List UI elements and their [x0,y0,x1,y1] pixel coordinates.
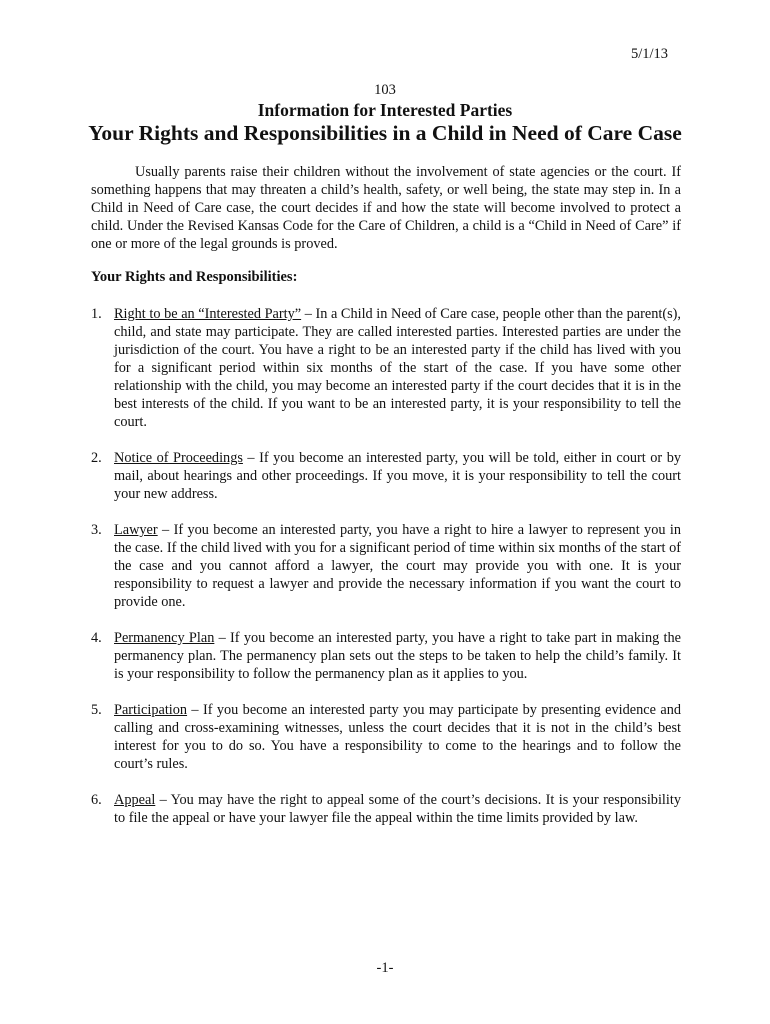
right-description: – If you become an interested party you may participate by presenting evidence and calling and cross-examining witnesses, unless the court decides that it is not in the child’s best interest for you to do so. You have a responsibility to come to the hearings and to follow the court’s rules. [114,702,681,772]
rights-list [91,305,681,845]
right-description: – In a Child in Need of Care case, people other than the parent(s), child, and state may participate. They are called interested parties. Interested parties are under the jurisdiction of the court. You have a right to be an interested party if the child has lived with you for a significant period within six months of the start of the case. If you have some other relationship with the child, you may become an interested party if the court decides that it is in the best interests of the child. If you want to be an interested party, it is your responsibility to tell the court. [114,306,681,430]
right-term: Appeal [114,792,156,808]
document-date: 5/1/13 [630,46,668,62]
right-item-lawyer [91,521,681,611]
right-description: – If you become an interested party, you have a right to take part in making the permanency plan. The permanency plan sets out the steps to be taken to help the child’s family. It is your responsibility to follow the permanency plan as it applies to you. [114,630,681,682]
right-number: 2. [91,450,102,466]
right-description: – If you become an interested party, you have a right to hire a lawyer to represent you in the case. If the child lived with you for a significant period of time within six months of the start of the case and you cannot afford a lawyer, the court may provide you with one. It is your responsibility to request a lawyer and provide the necessary information if you want the court to provide one. [114,522,681,610]
right-term: Permanency Plan [114,630,215,646]
right-term: Lawyer [114,522,158,538]
page-number: -1- [376,960,394,976]
right-item-notice-of-proceedings [91,449,681,503]
right-item-participation [91,701,681,773]
right-number: 4. [91,630,102,646]
form-number: 103 [374,82,396,98]
right-description: – If you become an interested party, you will be told, either in court or by mail, about hearings and other proceedings. If you move, it is your responsibility to tell the court your new address. [114,450,681,502]
right-number: 5. [91,702,102,718]
intro-paragraph: Usually parents raise their children without the involvement of state agencies or the court. If something happens that may threaten a child’s health, safety, or well being, the state may step in. In a Child in Need of Care case, the court decides if and how the state will become involved to protect a child. Under the Revised Kansas Code for the Care of Children, a child is a “Child in Need of Care” if one or more of the legal grounds is proved. [91,164,681,252]
right-item-appeal [91,791,681,827]
right-number: 1. [91,306,102,322]
right-item-interested-party [91,305,681,431]
right-number: 6. [91,792,102,808]
right-item-permanency-plan [91,629,681,683]
document-title: Your Rights and Responsibilities in a Child in Need of Care Case [88,121,682,145]
right-number: 3. [91,522,102,538]
right-term: Notice of Proceedings [114,450,243,466]
document-subtitle: Information for Interested Parties [257,100,513,120]
right-description: – You may have the right to appeal some of the court’s decisions. It is your responsibility to file the appeal or have your lawyer file the appeal within the time limits provided by law. [114,792,681,826]
right-term: Participation [114,702,188,718]
right-term: Right to be an “Interested Party” [114,306,302,322]
section-heading: Your Rights and Responsibilities: [91,269,298,285]
